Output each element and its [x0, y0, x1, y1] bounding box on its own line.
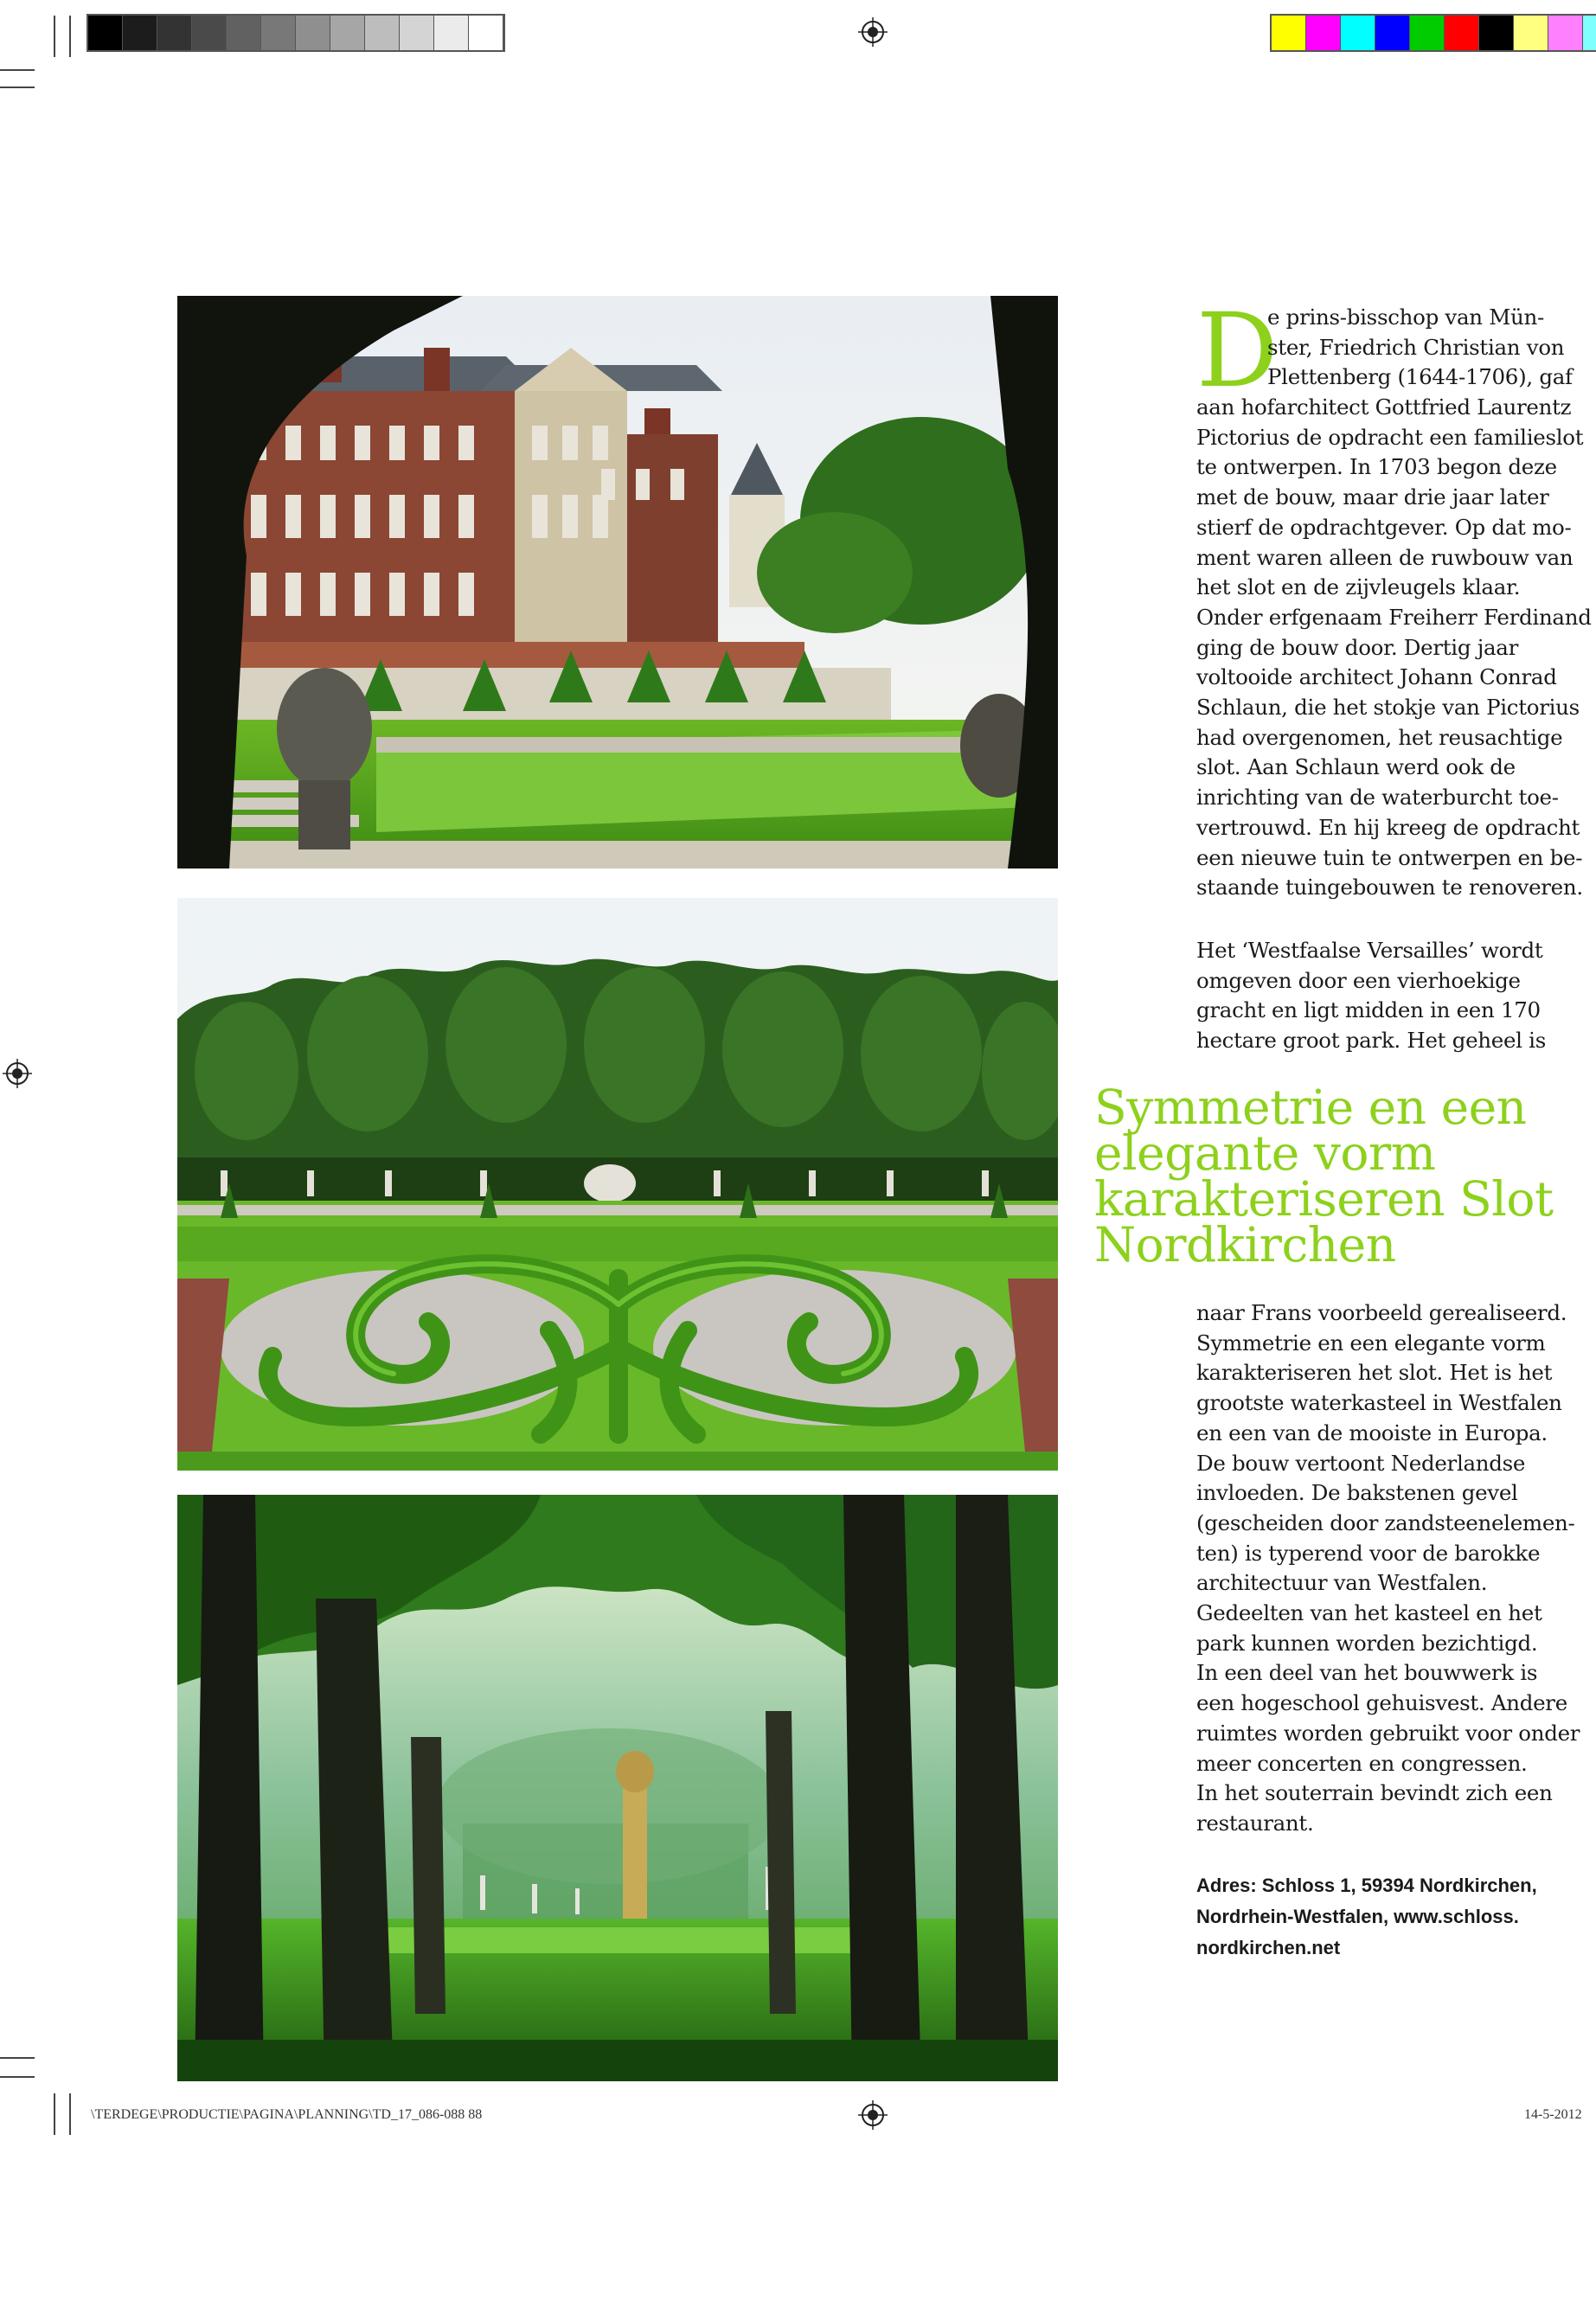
color-swatch: [227, 16, 261, 50]
tree-avenue-photo: [177, 1495, 1058, 2081]
crop-mark: [54, 2093, 55, 2135]
color-swatch: [296, 16, 330, 50]
color-swatch: [1410, 16, 1445, 50]
color-swatch: [469, 16, 503, 50]
article-intro-lines: e prins-bisschop van Mün- ster, Friedrich Christian von Plettenberg (1644-1706), gaf: [1267, 304, 1573, 390]
color-swatch: [1514, 16, 1548, 50]
color-swatch: [1375, 16, 1410, 50]
crop-mark: [0, 2076, 35, 2078]
article-paragraph-3: naar Frans voorbeeld gerealiseerd. Symmetrie en een elegante vorm karakteriseren het slot. Het is het grootste waterkasteel in Westfalen en een van de mooiste in Europa. De bouw vertoont Nederlandse invloeden. De bakstenen gevel (gescheiden door zandsteenelemen- ten) is typerend voor de barokke architectuur van Westfalen. Gedeelten van het kasteel en het park kunnen worden bezichtigd. In een deel van het bouwwerk is een hogeschool gehuisvest. Andere ruimtes worden gebruikt voor onder meer concerten en congressen. In het souterrain bevindt zich een restaurant.: [1196, 1300, 1580, 1836]
crop-mark: [54, 16, 55, 57]
color-swatch: [1272, 16, 1306, 50]
castle-photo: [177, 296, 1058, 868]
color-swatch: [1341, 16, 1375, 50]
registration-mark-icon: [3, 1059, 32, 1088]
garden-parterre-photo: [177, 898, 1058, 1471]
color-swatch: [365, 16, 400, 50]
color-swatch: [330, 16, 365, 50]
grayscale-color-bar: [87, 14, 505, 52]
crop-mark: [0, 2057, 35, 2059]
crop-mark: [0, 87, 35, 88]
registration-mark-icon: [858, 2100, 888, 2130]
color-swatch: [434, 16, 469, 50]
color-swatch: [1548, 16, 1583, 50]
color-swatch: [192, 16, 227, 50]
address-block: Adres: Schloss 1, 59394 Nordkirchen, Nordrhein-Westfalen, www.schloss. nordkirchen.net: [1196, 1875, 1537, 1958]
crop-mark: [69, 16, 71, 57]
color-swatch: [1583, 16, 1596, 50]
article-paragraph-2: Het ‘Westfaalse Versailles’ wordt omgeven door een vierhoekige gracht en ligt midden in een 170 hectare groot park. Het geheel is: [1196, 938, 1546, 1054]
drop-cap: D: [1196, 291, 1279, 410]
color-swatch: [261, 16, 296, 50]
print-file-path: \TERDEGE\PRODUCTIE\PAGINA\PLANNING\TD_17_086-088 88: [91, 2107, 483, 2122]
registration-mark-icon: [858, 17, 888, 47]
article-paragraph-1: aan hofarchitect Gottfried Laurentz Pictorius de opdracht een familieslot te ontwerpen. In 1703 begon deze met de bouw, maar drie jaar later stierf de opdrachtgever. Op dat mo- ment waren alleen de ruwbouw van het slot en de zijvleugels klaar. Onder erfgenaam Freiherr Ferdinand ging de bouw door. Dertig jaar voltooide architect Johann Conrad Schlaun, die het stokje van Pictorius had overgenomen, het reusachtige slot. Aan Schlaun werd ook de inrichting van de waterburcht toe- vertrouwd. En hij kreeg de opdracht een nieuwe tuin te ontwerpen en be- staande tuingebouwen te renoveren.: [1196, 394, 1592, 901]
color-swatch: [1445, 16, 1479, 50]
color-swatch: [123, 16, 157, 50]
print-date: 14-5-2012: [1524, 2107, 1582, 2122]
color-swatch: [400, 16, 434, 50]
crop-mark: [69, 2093, 71, 2135]
color-swatch: [157, 16, 192, 50]
color-swatch: [1306, 16, 1341, 50]
color-swatch: [88, 16, 123, 50]
color-swatch: [1479, 16, 1514, 50]
process-color-bar: [1270, 14, 1596, 52]
crop-mark: [0, 69, 35, 71]
pull-quote: Symmetrie en een elegante vorm karakteriseren Slot Nordkirchen: [1094, 1080, 1554, 1272]
